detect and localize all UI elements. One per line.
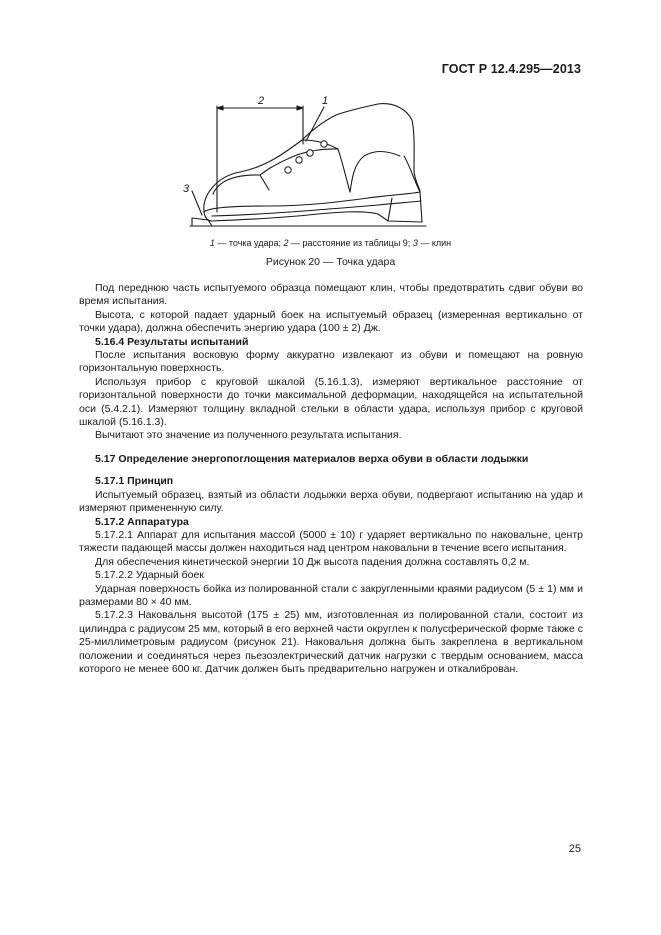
heel-counter [404, 156, 420, 192]
legend-num-3: 3 [412, 238, 418, 248]
legend-num-2: 2 [283, 238, 289, 248]
paragraph: 5.17.2.2 Ударный боек [95, 569, 204, 582]
page-number: 25 [568, 843, 581, 855]
paragraph: 5.17.2.1 Аппарат для испытания массой (5000 ± 10) г ударяет вертикально по наковальне, центр тяжести падающей массы должен находиться над центром наковальни в течение всего испытания. [79, 528, 583, 555]
legend-text-1: — точка удара; [214, 238, 284, 248]
figure-label-1: 1 [322, 95, 329, 107]
paragraph: После испытания восковую форму аккуратно извлекают из обуви и помещают на ровную горизонтальную поверхность. [79, 349, 583, 375]
wedge [192, 218, 212, 226]
section-heading-5-17-2: 5.17.2 Аппаратура [95, 515, 189, 528]
paragraph: Используя прибор с круговой шкалой (5.16.1.3), измеряют вертикальное расстояние от горизонтальной поверхности до точки максимальной деформации, находящейся на испытательной оси (5.4.2.1). Измеряют толщину вкладной стельки в области удара, используя прибор с круговой шкалой (5.16.1.3). [79, 375, 583, 429]
legend-text-2: — расстояние из таблицы 9; [288, 238, 413, 248]
figure-label-2: 2 [258, 95, 265, 107]
paragraph: Под переднюю часть испытуемого образца помещают клин, чтобы предотвратить сдвиг обуви во время испытания. [79, 282, 583, 308]
figure-caption: Рисунок 20 — Точка удара [265, 256, 396, 268]
paragraph: Испытуемый образец, взятый из области лодыжки верха обуви, подвергают испытанию на удар и измеряют примененную силу. [79, 488, 583, 515]
section-heading-5-16-4: 5.16.4 Результаты испытаний [95, 335, 249, 348]
figure-legend [0, 238, 661, 248]
eyelet [321, 141, 327, 147]
heel-breast [388, 198, 392, 221]
dimension-arrow-right [297, 106, 303, 110]
eyelet [285, 167, 291, 173]
paragraph: Высота, с которой падает ударный боек на испытуемый образец (измеренная вертикально от точки удара), должна обеспечить энергию удара (100 ± 2) Дж. [79, 308, 583, 335]
eyelet [296, 157, 302, 163]
paragraph: Ударная поверхность бойка из полированной стали с закругленными краями радиусом (5 ± 1) мм и размерами 80 × 40 мм. [79, 582, 583, 608]
tongue-outline [302, 140, 338, 149]
body-text [79, 282, 583, 676]
standard-header: ГОСТ Р 12.4.295—2013 [441, 62, 581, 76]
dimension-arrow-left [217, 106, 223, 110]
leader-line-3 [192, 191, 202, 215]
section-heading-5-17: 5.17 Определение энергопоглощения материалов верха обуви в области лодыжки [95, 452, 529, 465]
paragraph: 5.17.2.3 Наковальня высотой (175 ± 25) мм, изготовленная из полированной стали, состоит из цилиндра с радиусом 25 мм, который в его верхней части округлен к полусферической форме также с 25-миллиметровым радиусом (рисунок 21). Наковальня должна быть закреплена в вертикальном положении и соединяться через пьезоэлектрический датчик нагрузки с твердым основанием, масса которого не менее 600 кг. Датчик должен быть предварительно нагружен и откалиброван. [79, 609, 583, 675]
figure-shoe-impact-point [178, 94, 438, 234]
eyelet [307, 150, 313, 156]
section-heading-5-17-1: 5.17.1 Принцип [95, 475, 174, 488]
paragraph: Для обеспечения кинетической энергии 10 Дж высота падения должна составлять 0,2 м. [95, 555, 530, 568]
sole-outline [204, 192, 422, 222]
figure-label-3: 3 [183, 183, 190, 195]
vamp-line [260, 168, 270, 175]
quarter-seam [350, 152, 400, 193]
legend-text-3: — клин [417, 238, 452, 248]
paragraph: Вычитают это значение из полученного результата испытания. [95, 429, 402, 442]
toe-cap-seam [213, 175, 269, 194]
legend-num-1: 1 [209, 238, 215, 248]
